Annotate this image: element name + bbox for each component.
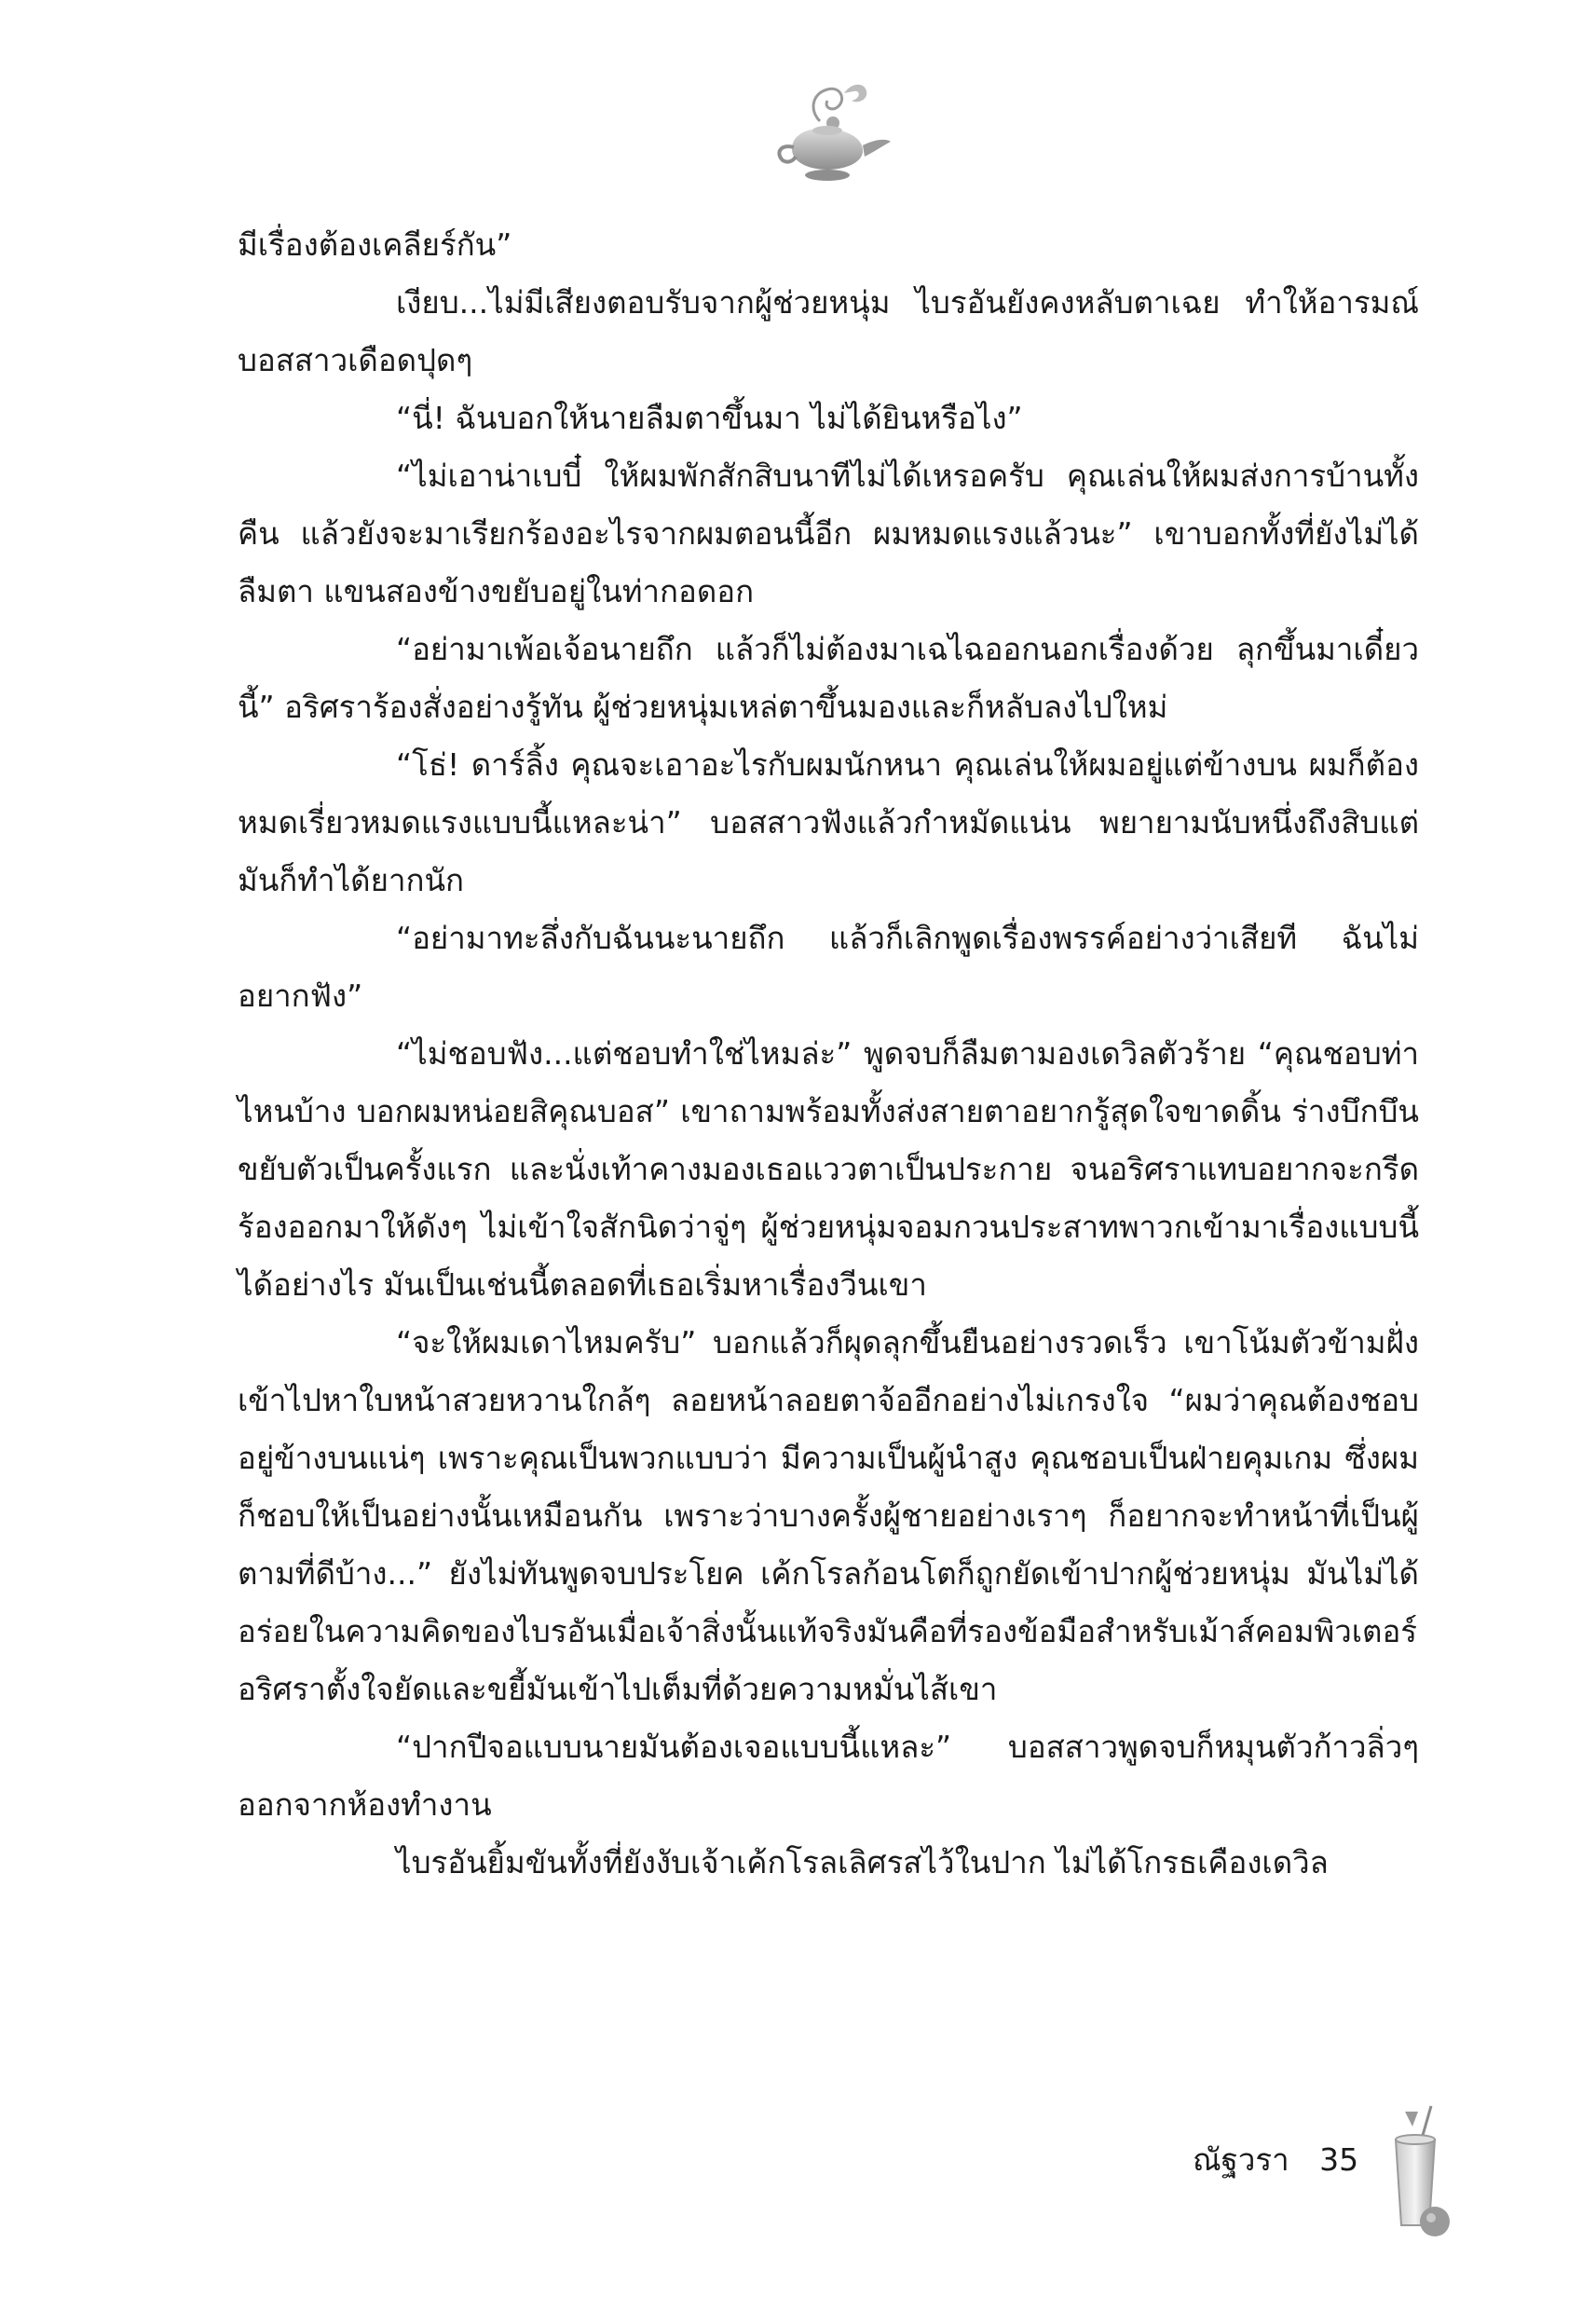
paragraph: “ปากปีจอแบบนายมันต้องเจอแบบนี้แหละ” บอสสาวพูดจบก็หมุนตัวก้าวลิ่วๆ ออกจากห้องทำงาน — [238, 1729, 1419, 1823]
paragraph: “โธ่! ดาร์ลิ้ง คุณจะเอาอะไรกับผมนักหนา คุณเล่นให้ผมอยู่แต่ข้างบน ผมก็ต้องหมดเรี่ยวหมดแรงแบบนี้แหละน่า” บอสสาวฟังแล้วกำหมัดแน่น พยายามนับหนึ่งถึงสิบแต่มันก็ทำได้ยากนัก — [238, 746, 1419, 898]
paragraph: มีเรื่องต้องเคลียร์กัน” — [238, 226, 512, 263]
footer-author: ณัฐวรา — [1193, 2141, 1289, 2178]
paragraph: “นี่! ฉันบอกให้นายลืมตาขึ้นมา ไม่ได้ยินหรือไง” — [396, 400, 1023, 436]
juice-glass-icon — [1377, 2102, 1461, 2242]
paragraph: ไบรอันยิ้มขันทั้งที่ยังงับเจ้าเค้กโรลเลิศรสไว้ในปาก ไม่ได้โกรธเคืองเดวิล — [396, 1844, 1329, 1880]
paragraph: “อย่ามาเพ้อเจ้อนายถึก แล้วก็ไม่ต้องมาเฉไฉออกนอกเรื่องด้วย ลุกขึ้นมาเดี๋ยวนี้” อริศราร้องสั่งอย่างรู้ทัน ผู้ช่วยหนุ่มเหล่ตาขึ้นมองและก็หลับลงไปใหม่ — [238, 631, 1419, 725]
page-footer — [1193, 2132, 1358, 2188]
paragraph: “ไม่ชอบฟัง...แต่ชอบทำใช่ไหมล่ะ” พูดจบก็ลืมตามองเดวิลตัวร้าย “คุณชอบท่าไหนบ้าง บอกผมหน่อยสิคุณบอส” เขาถามพร้อมทั้งส่งสายตาอยากรู้สุดใจขาดดิ้น ร่างบึกบึนขยับตัวเป็นครั้งแรก และนั่งเท้าคางมองเธอแววตาเป็นประกาย จนอริศราแทบอยากจะกรีดร้องออกมาให้ดังๆ ไม่เข้าใจสักนิดว่าจู่ๆ ผู้ช่วยหนุ่มจอมกวนประสาทพาวกเข้ามาเรื่องแบบนี้ได้อย่างไร มันเป็นเช่นนี้ตลอดที่เธอเริ่มหาเรื่องวีนเขา — [238, 1035, 1419, 1303]
paragraph: เงียบ...ไม่มีเสียงตอบรับจากผู้ช่วยหนุ่ม ไบรอันยังคงหลับตาเฉย ทำให้อารมณ์บอสสาวเดือดปุดๆ — [238, 284, 1419, 378]
paragraph: “จะให้ผมเดาไหมครับ” บอกแล้วก็ผุดลุกขึ้นยืนอย่างรวดเร็ว เขาโน้มตัวข้ามฝั่งเข้าไปหาใบหน้าสวยหวานใกล้ๆ ลอยหน้าลอยตาจ้ออีกอย่างไม่เกรงใจ “ผมว่าคุณต้องชอบอยู่ข้างบนแน่ๆ เพราะคุณเป็นพวกแบบว่า มีความเป็นผู้นำสูง คุณชอบเป็นฝ่ายคุมเกม ซึ่งผมก็ชอบให้เป็นอย่างนั้นเหมือนกัน เพราะว่าบางครั้งผู้ชายอย่างเราๆ ก็อยากจะทำหน้าที่เป็นผู้ตามที่ดีบ้าง...” ยังไม่ทันพูดจบประโยค เค้กโรลก้อนโตก็ถูกยัดเข้าปากผู้ช่วยหนุ่ม มันไม่ได้อร่อยในความคิดของไบรอันเมื่อเจ้าสิ่งนั้นแท้จริงมันคือที่รองข้อมือสำหรับเม้าส์คอมพิวเตอร์ อริศราตั้งใจยัดและขยี้มันเข้าไปเต็มที่ด้วยความหมั่นไส้เขา — [238, 1324, 1419, 1707]
paragraph: “อย่ามาทะลึ่งกับฉันนะนายถึก แล้วก็เลิกพูดเรื่องพรรค์อย่างว่าเสียที ฉันไม่อยากฟัง” — [238, 920, 1419, 1014]
body-text — [238, 216, 1419, 1892]
genie-lamp-icon — [755, 65, 894, 205]
page-number: 35 — [1319, 2141, 1359, 2178]
paragraph: “ไม่เอาน่าเบบี๋ ให้ผมพักสักสิบนาทีไม่ได้เหรอครับ คุณเล่นให้ผมส่งการบ้านทั้งคืน แล้วยังจะมาเรียกร้องอะไรจากผมตอนนี้อีก ผมหมดแรงแล้วนะ” เขาบอกทั้งที่ยังไม่ได้ลืมตา แขนสองข้างขยับอยู่ในท่ากอดอก — [238, 458, 1419, 609]
